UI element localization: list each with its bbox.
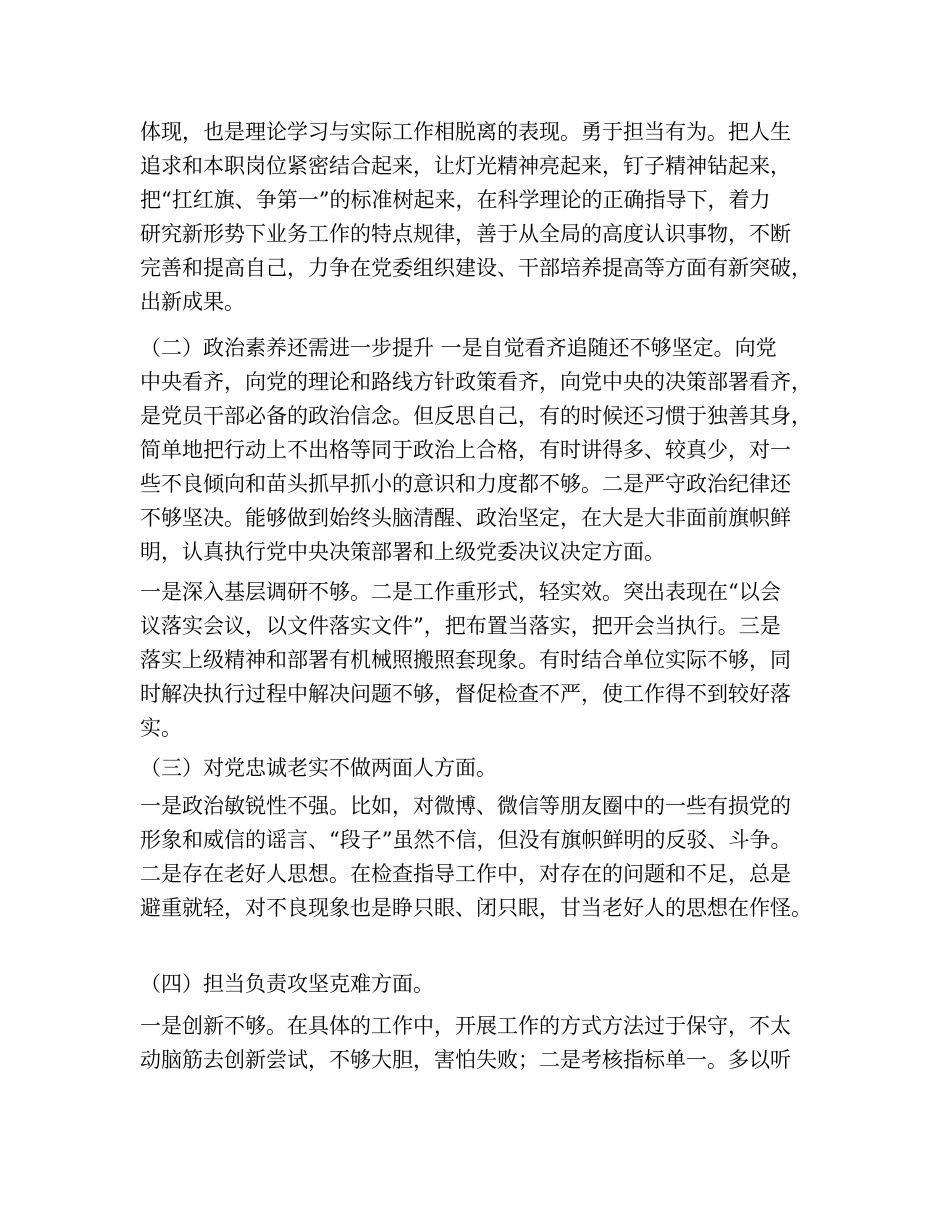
text-line: 完善和提高自己，力争在党委组织建设、干部培养提高等方面有新突破，: [140, 256, 812, 280]
text-line: 不够坚决。能够做到始终头脑清醒、政治坚定，在大是大非面前旗帜鲜: [140, 506, 791, 530]
text-line: 简单地把行动上不出格等同于政治上合格，有时讲得多、较真少，对一: [140, 438, 791, 462]
text-line: 动脑筋去创新尝试，不够大胆，害怕失败；二是考核指标单一。多以听: [140, 1048, 791, 1072]
text-line: 实。: [140, 716, 182, 740]
section-heading: （二）政治素养还需进一步提升 一是自觉看齐追随还不够坚定。向党: [140, 336, 777, 360]
text-line: 明，认真执行党中央决策部署和上级党委决议决定方面。: [140, 540, 665, 564]
text-line: 追求和本职岗位紧密结合起来，让灯光精神亮起来，钉子精神钻起来，: [140, 154, 791, 178]
text-line: 避重就轻，对不良现象也是睁只眼、闭只眼，甘当老好人的思想在作怪。: [140, 896, 812, 920]
section-heading: （四）担当负责攻坚克难方面。: [140, 972, 434, 996]
text-line: 出新成果。: [140, 290, 245, 314]
text-line: 一是政治敏锐性不强。比如，对微博、微信等朋友圈中的一些有损党的: [140, 794, 791, 818]
text-line: 一是深入基层调研不够。二是工作重形式，轻实效。突出表现在“以会: [140, 580, 781, 604]
text-line: 中央看齐，向党的理论和路线方针政策看齐，向党中央的决策部署看齐，: [140, 370, 812, 394]
text-line: 把“扛红旗、争第一”的标准树起来，在科学理论的正确指导下，着力: [140, 188, 771, 212]
text-line: 形象和威信的谣言、“段子”虽然不信，但没有旗帜鲜明的反驳、斗争。: [140, 828, 792, 852]
text-line: 议落实会议，以文件落实文件”，把布置当落实，把开会当执行。三是: [140, 614, 781, 638]
section-heading: （三）对党忠诚老实不做两面人方面。: [140, 756, 497, 780]
text-line: 体现，也是理论学习与实际工作相脱离的表现。勇于担当有为。把人生: [140, 120, 791, 144]
text-line: 是党员干部必备的政治信念。但反思自己，有的时候还习惯于独善其身，: [140, 404, 812, 428]
text-line: 时解决执行过程中解决问题不够，督促检查不严，使工作得不到较好落: [140, 682, 791, 706]
text-line: 一是创新不够。在具体的工作中，开展工作的方式方法过于保守，不太: [140, 1014, 791, 1038]
text-line: 研究新形势下业务工作的特点规律，善于从全局的高度认识事物，不断: [140, 222, 791, 246]
text-line: 二是存在老好人思想。在检查指导工作中，对存在的问题和不足，总是: [140, 862, 791, 886]
text-line: 些不良倾向和苗头抓早抓小的意识和力度都不够。二是严守政治纪律还: [140, 472, 791, 496]
text-line: 落实上级精神和部署有机械照搬照套现象。有时结合单位实际不够，同: [140, 648, 791, 672]
